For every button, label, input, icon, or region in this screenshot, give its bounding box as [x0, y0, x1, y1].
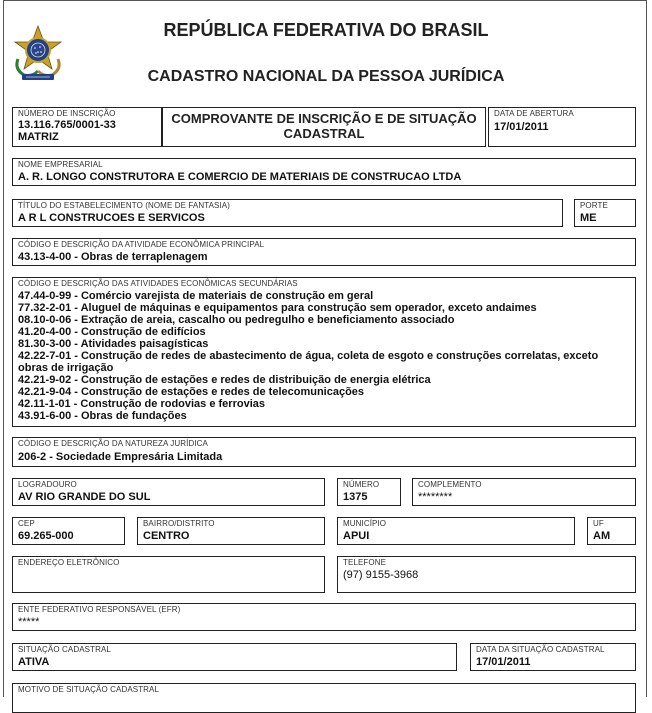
situacao-label: SITUAÇÃO CADASTRAL — [18, 645, 111, 654]
list-item: 41.20-4-00 - Construção de edifícios — [18, 326, 206, 338]
atividade-principal-label: CÓDIGO E DESCRIÇÃO DA ATIVIDADE ECONÔMICA PRINCIPAL — [18, 240, 265, 249]
atividade-principal-box — [12, 238, 636, 266]
fantasia-value: A R L CONSTRUCOES E SERVICOS — [18, 212, 205, 224]
porte-value: ME — [580, 212, 597, 224]
logradouro-label: LOGRADOURO — [18, 480, 77, 489]
document-subtitle: CADASTRO NACIONAL DA PESSOA JURÍDICA — [147, 68, 505, 85]
document-title: REPÚBLICA FEDERATIVA DO BRASIL — [163, 20, 489, 40]
complemento-box — [412, 478, 636, 506]
list-item: 47.44-0-99 - Comércio varejista de materiais de construção em geral — [18, 290, 374, 302]
logradouro-value: AV RIO GRANDE DO SUL — [18, 491, 151, 503]
list-item: 08.10-0-06 - Extração de areia, cascalho ou pedregulho e beneficiamento associado — [18, 314, 455, 326]
list-item: 42.22-7-01 - Construção de redes de abastecimento de água, coleta de esgoto e construções correlatas, exceto obras de irrigação — [18, 350, 599, 374]
complemento-value: ******** — [418, 491, 453, 503]
fantasia-box — [12, 199, 563, 227]
natureza-juridica-value: 206-2 - Sociedade Empresária Limitada — [18, 451, 223, 463]
inscricao-number: 13.116.765/0001-33 — [18, 119, 116, 131]
complemento-label: COMPLEMENTO — [418, 480, 482, 489]
atividades-secundarias-list — [18, 290, 630, 422]
nome-empresarial-value: A. R. LONGO CONSTRUTORA E COMERCIO DE MATERIAIS DE CONSTRUCAO LTDA — [18, 171, 462, 183]
bairro-label: BAIRRO/DISTRITO — [143, 519, 215, 528]
atividade-principal-value: 43.13-4-00 - Obras de terraplenagem — [18, 251, 208, 263]
efr-value: ***** — [18, 616, 40, 628]
email-label: ENDEREÇO ELETRÔNICO — [18, 558, 120, 567]
comprovante-title-line2: CADASTRAL — [283, 126, 365, 141]
uf-value: AM — [593, 530, 611, 542]
inscricao-type: MATRIZ — [18, 131, 59, 143]
nome-empresarial-box — [12, 158, 636, 186]
list-item: 77.32-2-01 - Aluguel de máquinas e equipamentos para construção sem operador, exceto andaimes — [18, 302, 537, 314]
municipio-box — [337, 517, 575, 545]
nome-empresarial-label: NOME EMPRESARIAL — [18, 160, 103, 169]
situacao-box — [12, 643, 457, 671]
numero-value: 1375 — [343, 491, 368, 503]
list-item: 42.21-9-04 - Construção de estações e redes de telecomunicações — [18, 386, 365, 398]
list-item: 42.11-1-01 - Construção de rodovias e ferrovias — [18, 398, 265, 410]
inscricao-box — [12, 107, 162, 147]
data-situacao-value: 17/01/2011 — [476, 656, 531, 668]
efr-label: ENTE FEDERATIVO RESPONSÁVEL (EFR) — [18, 605, 181, 614]
inscricao-label: NÚMERO DE INSCRIÇÃO — [18, 109, 116, 118]
efr-box — [12, 603, 636, 631]
comprovante-title-line1: COMPROVANTE DE INSCRIÇÃO E DE SITUAÇÃO — [171, 111, 477, 126]
list-item: 43.91-6-00 - Obras de fundações — [18, 410, 187, 422]
cep-label: CEP — [18, 519, 35, 528]
comprovante-title — [163, 111, 485, 141]
situacao-value: ATIVA — [18, 656, 50, 668]
atividades-secundarias-box — [12, 277, 636, 427]
porte-box — [574, 199, 636, 227]
cep-box — [12, 517, 125, 545]
municipio-value: APUI — [343, 530, 370, 542]
porte-label: PORTE — [580, 201, 608, 210]
bairro-box — [137, 517, 325, 545]
atividades-secundarias-label: CÓDIGO E DESCRIÇÃO DAS ATIVIDADES ECONÔMICAS SECUNDÁRIAS — [18, 279, 298, 288]
uf-label: UF — [593, 519, 604, 528]
natureza-juridica-label: CÓDIGO E DESCRIÇÃO DA NATUREZA JURÍDICA — [18, 439, 208, 448]
list-item: 42.21-9-02 - Construção de estações e redes de distribuição de energia elétrica — [18, 374, 431, 386]
uf-box — [587, 517, 636, 545]
municipio-label: MUNICÍPIO — [343, 519, 387, 528]
email-box — [12, 556, 325, 593]
telefone-label: TELEFONE — [343, 558, 387, 567]
numero-box — [337, 478, 401, 506]
numero-label: NÚMERO — [343, 480, 380, 489]
natureza-juridica-box — [12, 437, 636, 467]
abertura-box — [488, 107, 636, 147]
fantasia-label: TÍTULO DO ESTABELECIMENTO (NOME DE FANTASIA) — [18, 201, 230, 210]
comprovante-box — [162, 107, 486, 147]
motivo-box — [12, 683, 636, 713]
logradouro-box — [12, 478, 325, 506]
list-item: 81.30-3-00 - Atividades paisagísticas — [18, 338, 209, 350]
telefone-value: (97) 9155-3968 — [343, 569, 419, 581]
abertura-value: 17/01/2011 — [494, 121, 549, 133]
data-situacao-label: DATA DA SITUAÇÃO CADASTRAL — [476, 645, 605, 654]
motivo-label: MOTIVO DE SITUAÇÃO CADASTRAL — [18, 685, 160, 694]
abertura-label: DATA DE ABERTURA — [494, 109, 574, 118]
data-situacao-box — [470, 643, 636, 671]
cep-value: 69.265-000 — [18, 530, 74, 542]
telefone-box — [337, 556, 636, 593]
bairro-value: CENTRO — [143, 530, 190, 542]
